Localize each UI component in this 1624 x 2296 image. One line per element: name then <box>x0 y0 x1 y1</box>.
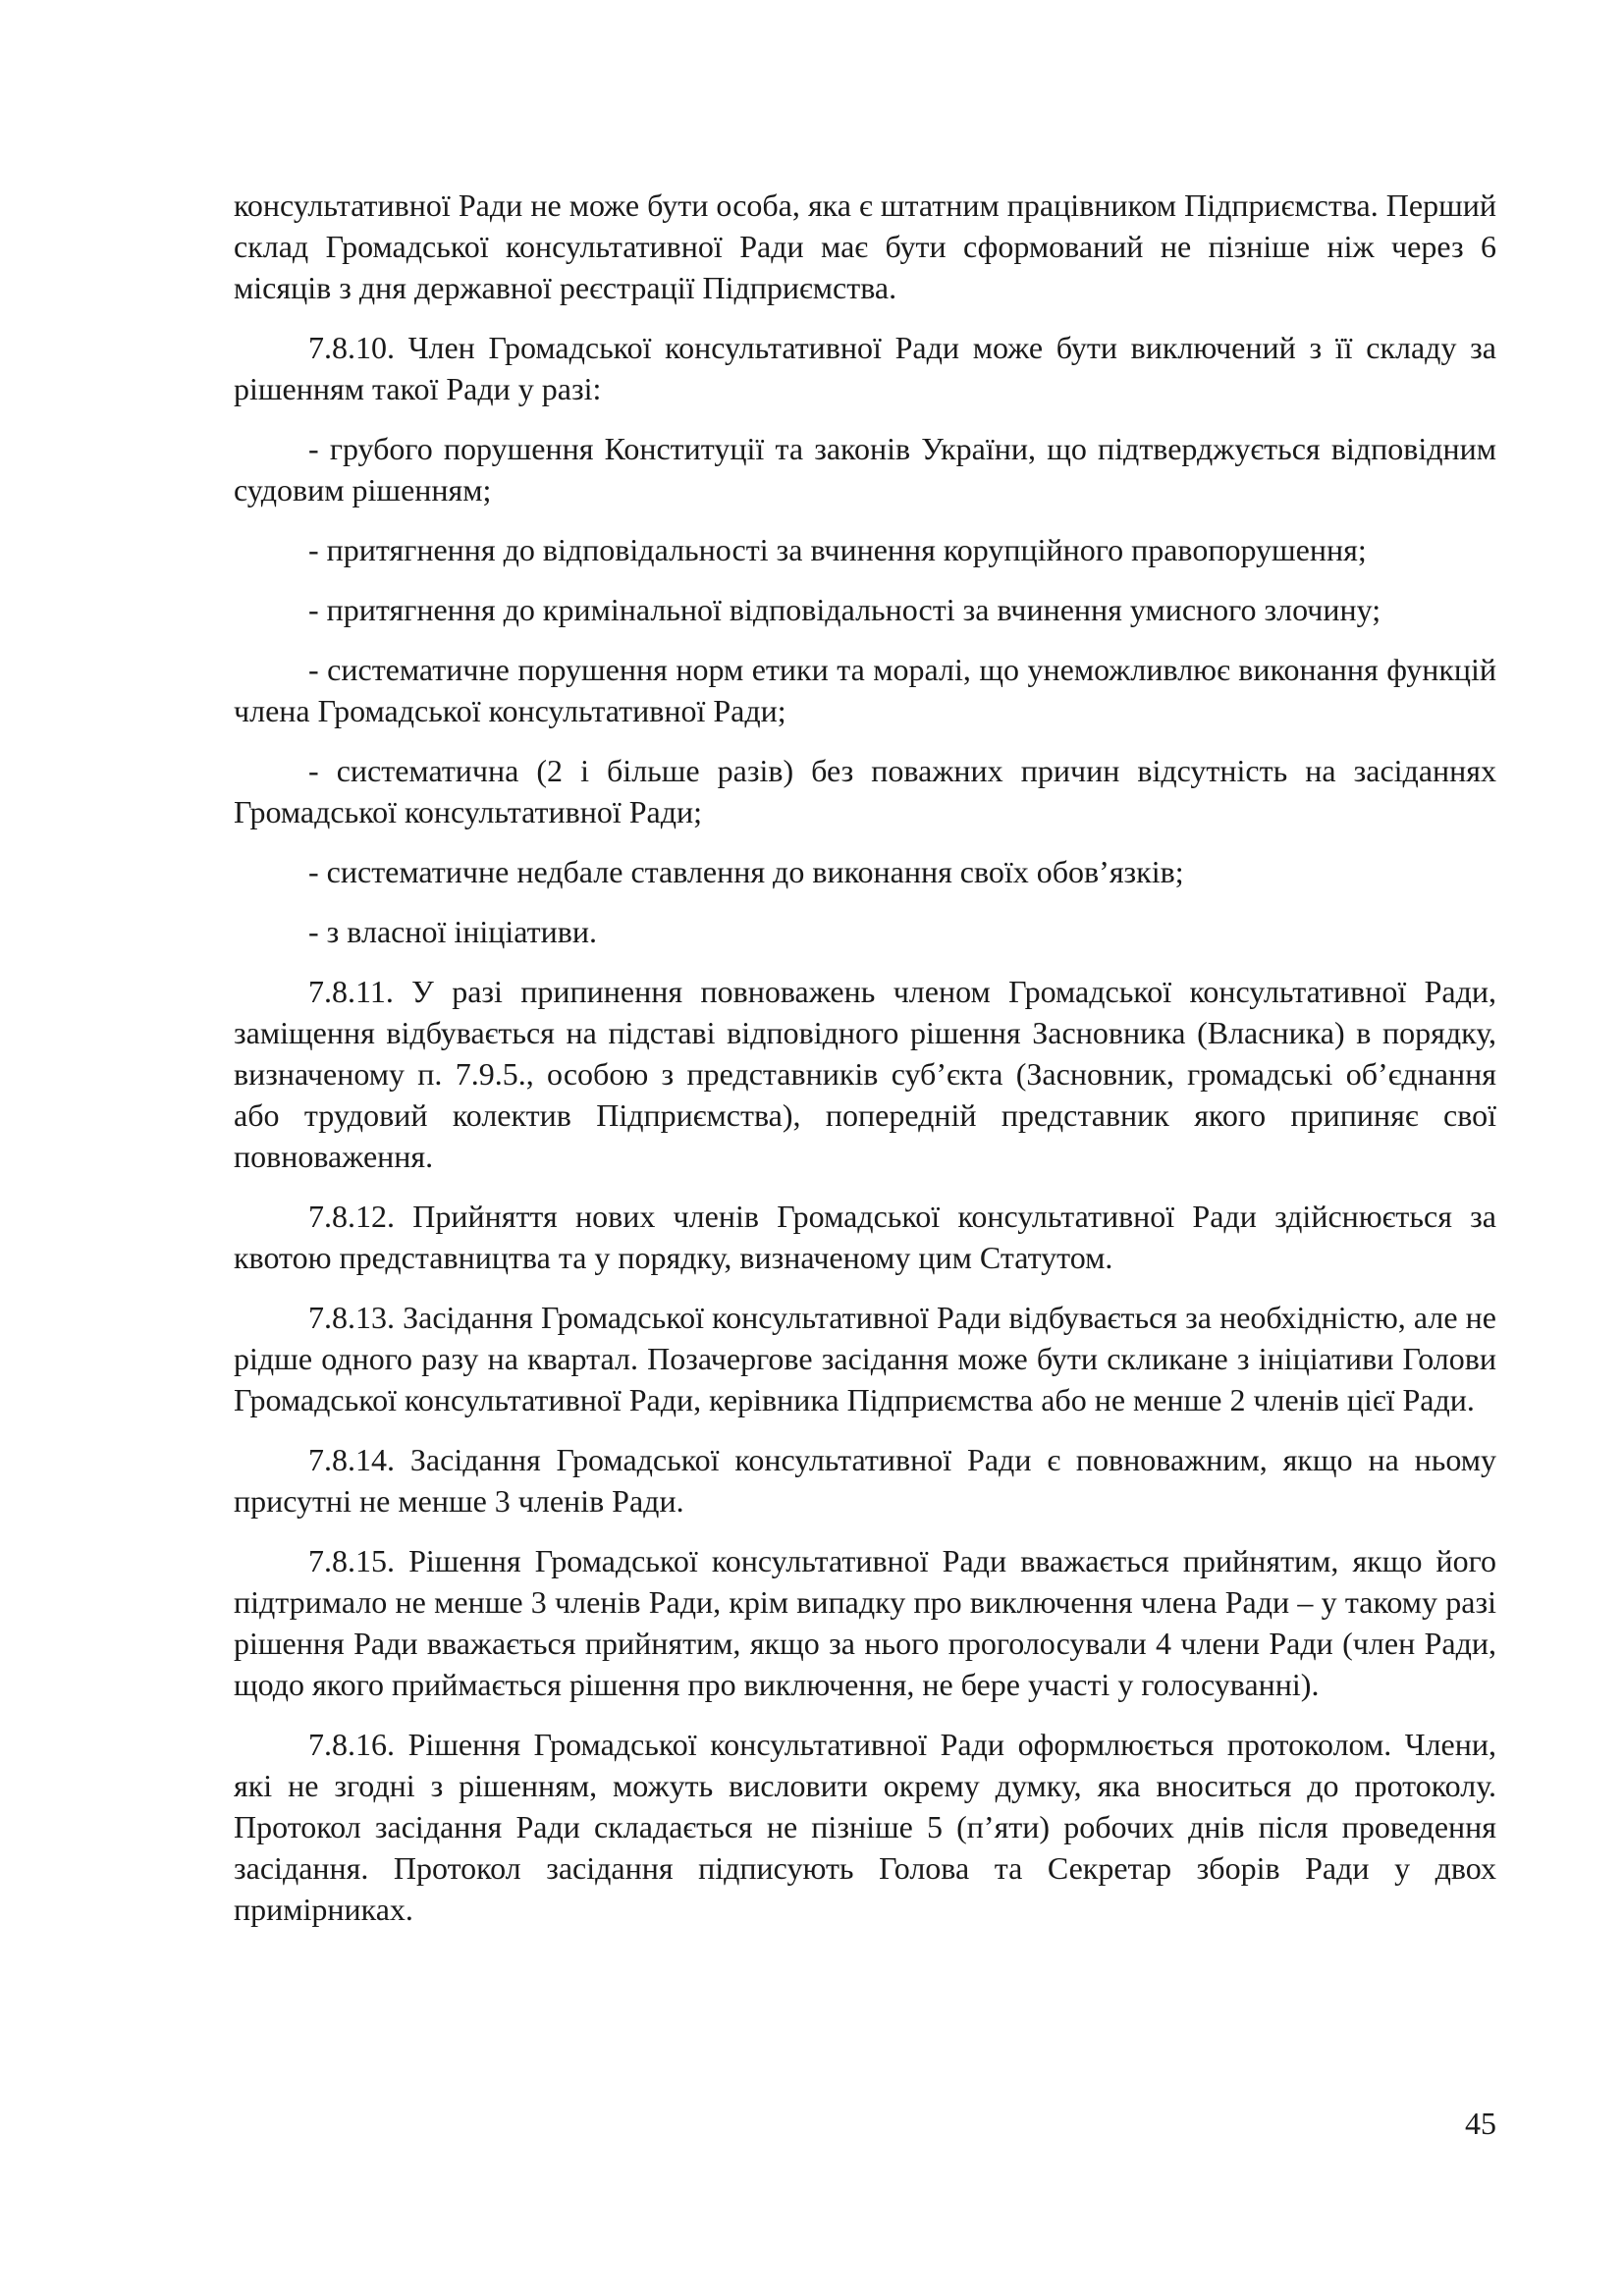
list-item: - притягнення до відповідальності за вчинення корупційного правопорушення; <box>308 532 1367 567</box>
clause-7-8-13: 7.8.13. Засідання Громадської консультативної Ради відбувається за необхідністю, але не рідше одного разу на квартал. Позачергове засідання може бути скликане з ініціативи Голови Громадської консультативної Ради, керівника Підприємства або не менше 2 членів цієї Ради. <box>234 1300 1496 1417</box>
clause-7-8-11: 7.8.11. У разі припинення повноважень членом Громадської консультативної Ради, заміщення відбувається на підставі відповідного рішення Засновника (Власника) в порядку, визначеному п. 7.9.5., особою з представників суб’єкта (Засновник, громадські об’єднання або трудовий колектив Підприємства), попередній представник якого припиняє свої повноваження. <box>234 974 1496 1174</box>
list-item: - грубого порушення Конституції та законів України, що підтверджується відповідним судовим рішенням; <box>234 431 1496 507</box>
clause-7-8-15: 7.8.15. Рішення Громадської консультативної Ради вважається прийнятим, якщо його підтримало не менше 3 членів Ради, крім випадку про виключення члена Ради – у такому разі рішення Ради вважається прийнятим, якщо за нього проголосували 4 члени Ради (член Ради, щодо якого приймається рішення про виключення, не бере участі у голосуванні). <box>234 1543 1496 1702</box>
paragraph-continuation: консультативної Ради не може бути особа, яка є штатним працівником Підприємства. Перший склад Громадської консультативної Ради має бути сформований не пізніше ніж через 6 місяців з дня державної реєстрації Підприємства. <box>234 187 1496 305</box>
list-item: - систематична (2 і більше разів) без поважних причин відсутність на засіданнях Громадської консультативної Ради; <box>234 753 1496 829</box>
list-item: - систематичне недбале ставлення до виконання своїх обов’язків; <box>308 854 1184 889</box>
clause-7-8-10: 7.8.10. Член Громадської консультативної Ради може бути виключений з її складу за рішенням такої Ради у разі: <box>234 330 1496 406</box>
clause-7-8-16: 7.8.16. Рішення Громадської консультативної Ради оформлюється протоколом. Члени, які не згодні з рішенням, можуть висловити окрему думку, яка вноситься до протоколу. Протокол засідання Ради складається не пізніше 5 (п’яти) робочих днів після проведення засідання. Протокол засідання підписують Голова та Секретар зборів Ради у двох примірниках. <box>234 1727 1496 1927</box>
document-body <box>234 185 1496 1949</box>
page-number: 45 <box>1465 2106 1496 2141</box>
clause-7-8-12: 7.8.12. Прийняття нових членів Громадської консультативної Ради здійснюється за квотою представництва та у порядку, визначеному цим Статутом. <box>234 1199 1496 1275</box>
list-item: - з власної ініціативи. <box>308 914 598 949</box>
clause-7-8-14: 7.8.14. Засідання Громадської консультативної Ради є повноважним, якщо на ньому присутні не менше 3 членів Ради. <box>234 1442 1496 1519</box>
list-item: - систематичне порушення норм етики та моралі, що унеможливлює виконання функцій члена Громадської консультативної Ради; <box>234 652 1496 728</box>
list-item: - притягнення до кримінальної відповідальності за вчинення умисного злочину; <box>308 592 1381 627</box>
